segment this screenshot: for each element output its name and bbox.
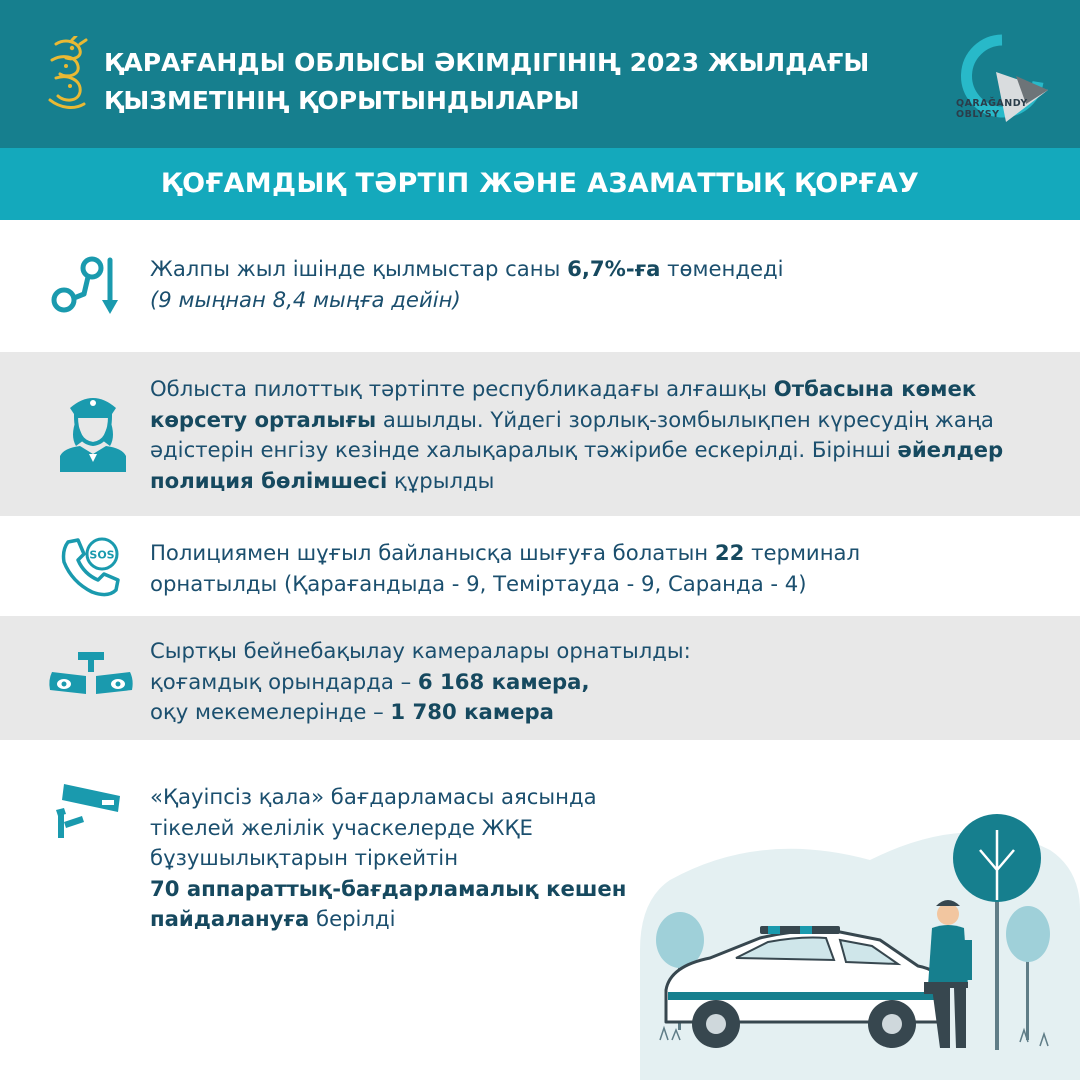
- item-2-highlight-2: әйелдер полиция бөлімшесі: [150, 437, 1004, 493]
- section-title: ҚОҒАМДЫҚ ТӘРТІП ЖӘНЕ АЗАМАТТЫҚ ҚОРҒАУ: [160, 168, 920, 199]
- item-2-text-c: құрылды: [387, 467, 495, 493]
- item-3-text: [150, 538, 1050, 599]
- item-2-text: [150, 374, 1030, 496]
- item-1-text-b: төмендеді: [660, 256, 784, 281]
- cctv-camera-icon: [54, 782, 124, 840]
- list-item-crime: [0, 220, 1080, 352]
- item-4-text-c: оқу мекемелерінде –: [150, 699, 391, 724]
- item-4-text: [150, 636, 1050, 728]
- item-2-text-a: Облыста пилоттық тәртіпте республикадағы алғашқы: [150, 376, 774, 401]
- policewoman-icon: [56, 388, 130, 472]
- item-5-highlight-2: пайдалануға: [150, 906, 310, 931]
- svg-text:SOS: SOS: [89, 548, 115, 562]
- handcuffs-down-icon: [48, 254, 130, 318]
- item-5-text-c: бұзушылықтарын тіркейтін: [150, 845, 459, 870]
- list-item-safe-city: [0, 760, 1080, 960]
- item-1-note: (9 мыңнан 8,4 мыңға дейін): [150, 286, 461, 312]
- item-5-text-a: «Қауіпсіз қала» бағдарламасы аясында: [150, 784, 597, 809]
- item-5-text-d: берілді: [309, 906, 396, 931]
- item-5-text-b: тікелей желілік учаскелерде ЖҚЕ: [150, 814, 533, 840]
- brand-line-2: OBLYSY: [956, 109, 1000, 120]
- item-4-text-b: қоғамдық орындарда –: [150, 668, 418, 694]
- page-title: [104, 44, 944, 120]
- item-2-highlight-1: Отбасына көмек көрсету орталығы: [150, 376, 977, 432]
- title-line-1: ҚАРАҒАНДЫ ОБЛЫСЫ ӘКІМДІГІНІҢ 2023 ЖЫЛДАҒЫ: [104, 48, 870, 77]
- list-item-family-center: [0, 352, 1080, 516]
- sos-phone-icon: [58, 534, 124, 600]
- item-4-highlight-1: 6 168 камера,: [417, 668, 590, 694]
- item-2-text-b: ашылды. Үйдегі зорлық-зомбылықпен күресудің жаңа әдістерін енгізу кезінде халықаралық тәжірибе ескерілді. Бірінші: [150, 406, 994, 462]
- brand-line-1: QARAĞANDY: [956, 98, 1028, 109]
- item-3-text-c: орнатылды (Қарағандыда - 9, Теміртауда - 9, Саранда - 4): [150, 570, 807, 596]
- title-line-2: ҚЫЗМЕТІНІҢ ҚОРЫТЫНДЫЛАРЫ: [104, 86, 580, 115]
- cameras-icon: [48, 650, 134, 706]
- item-3-text-a: Полициямен шұғыл байланысқа шығуға болатын: [150, 540, 715, 565]
- item-4-highlight-2: 1 780 камера: [390, 699, 554, 724]
- item-3-text-b: терминал: [744, 540, 861, 565]
- item-1-highlight: 6,7%-ға: [567, 256, 661, 281]
- item-5-highlight-1: 70 аппараттық-бағдарламалық кешен: [150, 875, 627, 901]
- item-1-text-a: Жалпы жыл ішінде қылмыстар саны: [150, 256, 568, 281]
- item-4-text-a: Сыртқы бейнебақылау камералары орнатылды:: [150, 638, 691, 663]
- item-1-text: [150, 254, 1050, 315]
- snow-leopard-emblem-icon: [42, 36, 92, 112]
- item-5-text: [150, 782, 1050, 935]
- list-item-terminals: [0, 516, 1080, 616]
- item-3-highlight: 22: [714, 540, 745, 565]
- brand-name: [956, 98, 1028, 120]
- list-item-cameras: [0, 616, 1080, 740]
